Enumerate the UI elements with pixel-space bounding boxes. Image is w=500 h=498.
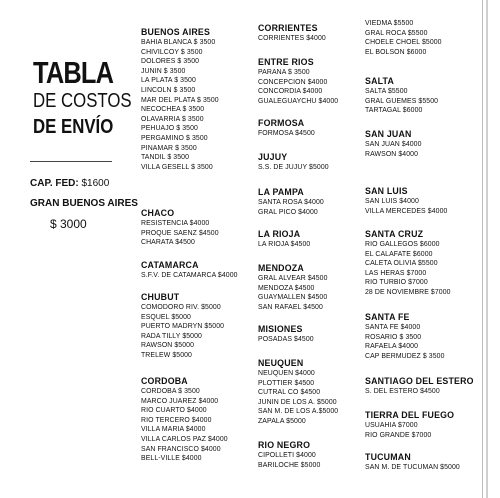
list-item: SAN M. DE LOS A.$5000 [258, 408, 339, 416]
region-block [258, 228, 310, 250]
region-block [258, 357, 338, 427]
list-item: EL CALAFATE $6000 [365, 250, 433, 258]
list-item: CALETA OLIVIA $5500 [365, 260, 438, 268]
list-item: DOLORES $ 3500 [141, 58, 200, 66]
region-title: MENDOZA [258, 263, 304, 273]
region-title: SAN JUAN [365, 129, 412, 139]
divider [30, 161, 112, 162]
region-title: ENTRE RIOS [258, 57, 314, 67]
list-item: JUNIN DE LOS A. $5000 [258, 398, 337, 406]
list-item: VILLA MERCEDES $4000 [365, 207, 448, 215]
list-item: CHARATA $4500 [141, 239, 195, 247]
region-block [141, 375, 228, 464]
list-item: 28 DE NOVIEMBRE $7000 [365, 288, 451, 296]
title-line-3: DE ENVÍO [33, 116, 114, 138]
gba-label: GRAN BUENOS AIRES [30, 198, 138, 209]
region-title: NEUQUEN [258, 358, 304, 368]
list-item: CORRIENTES $4000 [258, 35, 326, 42]
region-title: BUENOS AIRES [141, 27, 211, 37]
region-block [258, 117, 315, 139]
list-item: RAWSON $4000 [365, 150, 419, 158]
list-item: RAFAELA $4000 [365, 343, 419, 351]
list-item: SANTA ROSA $4000 [258, 199, 324, 206]
list-item: CHOELE CHOEL $5000 [365, 39, 442, 47]
list-item: CONCEPCION $4000 [258, 78, 328, 86]
title-line-1: TABLA [33, 55, 114, 90]
region-block [258, 56, 338, 106]
region-block [365, 75, 438, 116]
list-item: MAR DEL PLATA $ 3500 [141, 96, 219, 104]
region-block [141, 207, 219, 248]
region-block [141, 259, 238, 281]
list-item: RIO TERCERO $4000 [141, 416, 212, 424]
list-item: MENDOZA $4500 [258, 284, 315, 292]
frame-border-line [486, 0, 488, 498]
region-title: CORDOBA [141, 376, 188, 386]
list-item: RADA TILLY $5000 [141, 332, 202, 340]
list-item: ROSARIO $ 3500 [365, 333, 422, 341]
list-item: VILLA MARIA $4000 [141, 426, 206, 434]
region-block [258, 439, 320, 470]
list-item: LA RIOJA $4500 [258, 241, 311, 248]
list-item: GRAL PICO $4000 [258, 208, 318, 216]
list-item: NEUQUEN $4000 [258, 370, 315, 377]
list-item: GRAL ALVEAR $4500 [258, 275, 328, 282]
list-item: VIEDMA $5500 [365, 20, 414, 27]
list-item: RIO GALLEGOS $6000 [365, 241, 440, 248]
capital-federal-price [30, 178, 109, 189]
list-item: SAN JUAN $4000 [365, 141, 422, 148]
list-item: NECOCHEA $ 3500 [141, 106, 205, 114]
list-item: ZAPALA $5000 [258, 417, 306, 425]
list-item: CONCORDIA $4000 [258, 88, 323, 96]
list-item: PARANA $ 3500 [258, 69, 310, 76]
list-item: VILLA GESELL $ 3500 [141, 163, 213, 171]
region-title: LA RIOJA [258, 229, 301, 239]
list-item: COMODORO RIV. $5000 [141, 304, 221, 311]
list-item: SAN RAFAEL $4500 [258, 303, 323, 311]
region-title: TUCUMAN [365, 452, 411, 462]
list-item: GUAYMALLEN $4500 [258, 294, 328, 302]
list-item: CIPOLLETI $4000 [258, 452, 316, 459]
region-block [365, 228, 451, 298]
region-title: SAN LUIS [365, 186, 408, 196]
list-item: TRELEW $5000 [141, 351, 192, 359]
list-item: PLOTTIER $4500 [258, 379, 315, 387]
list-item: ESQUEL $5000 [141, 313, 191, 321]
region-title: CORRIENTES [258, 23, 318, 33]
region-block [365, 311, 445, 361]
region-block [365, 451, 460, 473]
region-title: MISIONES [258, 324, 303, 334]
title-line-2: DE COSTOS [33, 90, 132, 112]
region-block [258, 323, 314, 345]
list-item: S.S. DE JUJUY $5000 [258, 164, 329, 171]
capital-label: CAP. FED: [30, 178, 79, 189]
region-title: SANTA FE [365, 312, 410, 322]
list-item: MARCO JUAREZ $4000 [141, 397, 219, 405]
list-item: SAN M. DE TUCUMAN $5000 [365, 464, 460, 471]
region-title: SANTIAGO DEL ESTERO [365, 376, 474, 386]
region-block [365, 128, 422, 159]
list-item: TANDIL $ 3500 [141, 154, 190, 162]
list-item: VILLA CARLOS PAZ $4000 [141, 435, 228, 443]
list-item: PERGAMINO $ 3500 [141, 134, 208, 142]
list-item: SAN LUIS $4000 [365, 198, 419, 205]
title-panel [0, 0, 138, 498]
list-item: GRAL GUEMES $5500 [365, 97, 439, 105]
region-block [365, 19, 442, 57]
region-block [258, 262, 328, 312]
region-block [365, 409, 454, 440]
list-item: BELL-VILLE $4000 [141, 455, 202, 463]
list-item: POSADAS $4500 [258, 336, 314, 343]
region-title: SANTA CRUZ [365, 229, 424, 239]
list-item: TARTAGAL $6000 [365, 107, 423, 115]
list-item: PINAMAR $ 3500 [141, 144, 197, 152]
region-title: FORMOSA [258, 118, 305, 128]
region-title: TIERRA DEL FUEGO [365, 410, 455, 420]
list-item: LINCOLN $ 3500 [141, 86, 196, 94]
region-title: LA PAMPA [258, 187, 304, 197]
list-item: PEHUAJO $ 3500 [141, 125, 198, 133]
list-item: PUERTO MADRYN $5000 [141, 323, 225, 331]
list-item: SANTA FE $4000 [365, 324, 421, 331]
region-block [141, 291, 224, 361]
list-item: RIO GRANDE $7000 [365, 431, 432, 439]
list-item: LA PLATA $ 3500 [141, 77, 196, 85]
region-block [258, 22, 326, 44]
region-title: CHACO [141, 208, 175, 218]
list-item: USUAHIA $7000 [365, 422, 418, 429]
list-item: CORDOBA $ 3500 [141, 388, 200, 395]
region-title: SALTA [365, 76, 395, 86]
list-item: LAS HERAS $7000 [365, 269, 427, 277]
region-title: CATAMARCA [141, 260, 199, 270]
region-block [365, 375, 474, 397]
list-item: RIO CUARTO $4000 [141, 407, 207, 415]
list-item: GRAL ROCA $5500 [365, 29, 428, 37]
list-item: PROQUE SAENZ $4500 [141, 229, 219, 237]
region-title: JUJUY [258, 152, 288, 162]
list-item: GUALEGUAYCHU $4000 [258, 97, 339, 105]
list-item: EL BOLSON $6000 [365, 48, 427, 56]
frame-border-line [482, 0, 483, 498]
list-item: CHIVILCOY $ 3500 [141, 48, 203, 56]
list-item: JUNIN $ 3500 [141, 67, 186, 75]
list-item: OLAVARRIA $ 3500 [141, 115, 204, 123]
gba-amount: $ 3000 [50, 217, 87, 231]
capital-amount: $1600 [81, 178, 110, 189]
list-item: FORMOSA $4500 [258, 130, 315, 137]
list-item: RESISTENCIA $4000 [141, 220, 210, 227]
list-item: RAWSON $5000 [141, 342, 195, 350]
list-item: BARILOCHE $5000 [258, 461, 321, 469]
region-block [365, 185, 447, 216]
list-item: RIO TURBIO $7000 [365, 279, 428, 287]
region-title: RIO NEGRO [258, 440, 311, 450]
region-block [258, 186, 324, 217]
list-item: CUTRAL CO $4500 [258, 389, 321, 397]
list-item: CAP BERMUDEZ $ 3500 [365, 352, 445, 360]
region-block [141, 26, 219, 172]
list-item: S.F.V. DE CATAMARCA $4000 [141, 272, 238, 279]
list-item: S. DEL ESTERO $4500 [365, 388, 440, 395]
list-item: BAHIA BLANCA $ 3500 [141, 39, 216, 46]
list-item: SAN FRANCISCO $4000 [141, 445, 221, 453]
list-item: SALTA $5500 [365, 88, 408, 95]
region-title: CHUBUT [141, 292, 180, 302]
region-block [258, 151, 329, 173]
